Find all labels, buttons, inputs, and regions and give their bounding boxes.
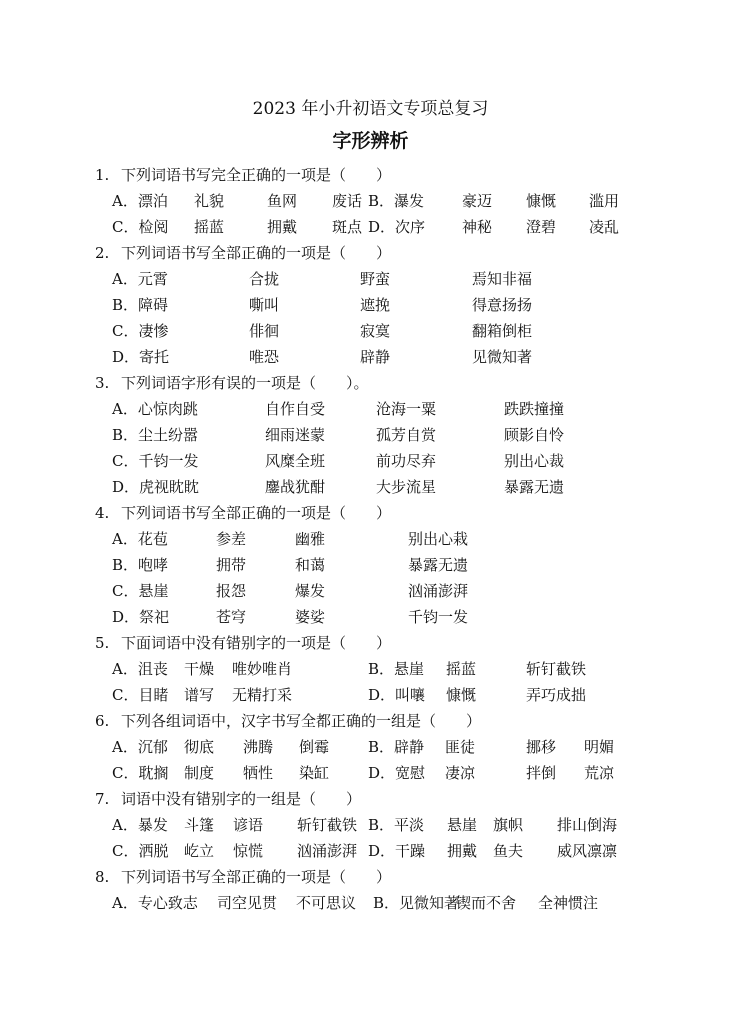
option-word: 神秘 [462, 218, 493, 236]
option-word: 自作自受 [265, 400, 326, 418]
option-word: 染缸 [299, 764, 330, 782]
question-number: 2. [95, 244, 110, 262]
option-choice: C．洒脱 [112, 842, 169, 860]
option-choice: A．漂泊 [112, 192, 168, 210]
option-row [112, 346, 701, 368]
option-choice: A．沮丧 [112, 660, 168, 678]
question-text: 下列词语书写全部正确的一项是（ ） [121, 504, 392, 522]
option-choice: B．瀑发 [368, 192, 425, 210]
option-row [112, 892, 701, 914]
option-row [112, 216, 701, 238]
option-word: 豪迈 [462, 192, 493, 210]
option-word: 摇蓝 [194, 218, 225, 236]
option-choice: B．障碍 [112, 296, 169, 314]
option-word: 合拢 [249, 270, 280, 288]
option-word: 野蛮 [360, 270, 391, 288]
question-text: 下列词语书写全部正确的一项是（ ） [121, 244, 392, 262]
option-choice: B．悬崖 [368, 660, 425, 678]
question-stem [95, 502, 391, 524]
question-text: 词语中没有错别字的一组是（ ） [121, 790, 362, 808]
option-word: 滥用 [589, 192, 620, 210]
option-row [112, 528, 701, 550]
option-word: 唯妙唯肖 [232, 660, 293, 678]
option-word: 爆发 [295, 582, 326, 600]
option-row [112, 398, 701, 420]
page-title: 2023 年小升初语文专项总复习 [252, 99, 489, 119]
question-number: 7. [95, 790, 110, 808]
option-choice: A．元霄 [112, 270, 168, 288]
option-word: 婆娑 [295, 608, 326, 626]
question-stem [95, 632, 391, 654]
option-choice: C．千钧一发 [112, 452, 199, 470]
option-word: 斩钉截铁 [526, 660, 587, 678]
option-word: 风糜全班 [265, 452, 326, 470]
option-word: 汹涌澎湃 [297, 842, 358, 860]
option-word: 苍穹 [216, 608, 247, 626]
option-word: 跌跌撞撞 [504, 400, 565, 418]
option-word: 慷慨 [446, 686, 477, 704]
option-word: 悬崖 [447, 816, 478, 834]
option-choice: D．叫嚷 [368, 686, 426, 704]
option-word: 挪移 [526, 738, 557, 756]
option-choice: B．尘土纷嚣 [112, 426, 199, 444]
option-choice: C．悬崖 [112, 582, 169, 600]
option-word: 得意扬扬 [472, 296, 533, 314]
option-choice: A．沉郁 [112, 738, 168, 756]
option-word: 斑点 [332, 218, 363, 236]
question-stem [95, 164, 391, 186]
option-word: 凄凉 [445, 764, 476, 782]
option-choice: B．见微知著 [373, 894, 460, 912]
option-word: 谚语 [233, 816, 264, 834]
option-word: 斗篷 [184, 816, 215, 834]
option-word: 暴露无遗 [504, 478, 565, 496]
option-choice: A．心惊肉跳 [112, 400, 198, 418]
option-row [112, 190, 701, 212]
option-choice: D．干躁 [368, 842, 426, 860]
option-word: 旗帜 [493, 816, 524, 834]
option-choice: D．宽慰 [368, 764, 426, 782]
page-subtitle: 字形辨析 [332, 130, 409, 152]
option-word: 司空见贯 [217, 894, 278, 912]
option-word: 鱼网 [267, 192, 298, 210]
option-row [112, 294, 701, 316]
option-word: 俳徊 [249, 322, 280, 340]
option-choice: B．辟静 [368, 738, 425, 756]
option-row [112, 476, 701, 498]
question-stem [95, 372, 369, 394]
option-word: 威风凛凛 [557, 842, 618, 860]
option-word: 沧海一粟 [376, 400, 437, 418]
option-word: 慷慨 [526, 192, 557, 210]
option-word: 匪徒 [445, 738, 476, 756]
option-word: 大步流星 [376, 478, 437, 496]
question-text: 下列词语字形有误的一项是（ ）。 [121, 374, 369, 392]
option-row [112, 814, 701, 836]
question-text: 下列词语书写完全正确的一项是（ ） [121, 166, 392, 184]
option-word: 报怨 [216, 582, 247, 600]
option-word: 唯恐 [249, 348, 280, 366]
option-row [112, 762, 701, 784]
question-stem [95, 710, 481, 732]
option-word: 惊慌 [233, 842, 264, 860]
option-word: 顾影自怜 [504, 426, 565, 444]
option-word: 孤芳自赏 [376, 426, 437, 444]
option-choice: C．目睹 [112, 686, 169, 704]
option-choice: A．花苞 [112, 530, 168, 548]
option-row [112, 684, 701, 706]
option-word: 和蔼 [295, 556, 326, 574]
option-word: 鱼夫 [493, 842, 524, 860]
option-word: 屹立 [184, 842, 215, 860]
option-choice: D．虎视眈眈 [112, 478, 200, 496]
option-word: 谱写 [184, 686, 215, 704]
option-word: 锲而不舍 [456, 894, 517, 912]
option-choice: D．次序 [368, 218, 426, 236]
option-word: 焉知非福 [472, 270, 533, 288]
question-text: 下面词语中没有错别字的一项是（ ） [121, 634, 392, 652]
option-word: 礼貌 [194, 192, 225, 210]
option-word: 拥戴 [267, 218, 298, 236]
option-row [112, 320, 701, 342]
option-word: 排山倒海 [557, 816, 618, 834]
option-word: 牺性 [243, 764, 274, 782]
option-word: 彻底 [184, 738, 215, 756]
option-word: 摇蓝 [446, 660, 477, 678]
option-row [112, 658, 701, 680]
option-word: 倒霉 [299, 738, 330, 756]
option-row [112, 554, 701, 576]
option-choice: C．检阅 [112, 218, 169, 236]
option-choice: D．寄托 [112, 348, 170, 366]
question-number: 1. [95, 166, 110, 184]
question-number: 3. [95, 374, 110, 392]
option-choice: B．咆哮 [112, 556, 169, 574]
option-word: 千钧一发 [408, 608, 469, 626]
option-word: 拥带 [216, 556, 247, 574]
option-word: 干燥 [184, 660, 215, 678]
option-word: 细雨迷蒙 [265, 426, 326, 444]
option-row [112, 606, 701, 628]
option-word: 澄碧 [526, 218, 557, 236]
option-word: 不可思议 [296, 894, 357, 912]
question-text: 下列词语书写全部正确的一项是（ ） [121, 868, 392, 886]
option-word: 别出心裁 [504, 452, 565, 470]
option-choice: D．祭祀 [112, 608, 170, 626]
question-stem [95, 788, 361, 810]
option-choice: A．暴发 [112, 816, 168, 834]
option-choice: B．平淡 [368, 816, 425, 834]
question-stem [95, 866, 391, 888]
question-number: 8. [95, 868, 110, 886]
question-number: 5. [95, 634, 110, 652]
question-number: 4. [95, 504, 110, 522]
question-number: 6. [95, 712, 110, 730]
option-word: 嘶叫 [249, 296, 280, 314]
option-row [112, 268, 701, 290]
option-word: 废话 [332, 192, 363, 210]
option-word: 幽雅 [295, 530, 326, 548]
option-word: 见微知著 [472, 348, 533, 366]
option-word: 拥戴 [447, 842, 478, 860]
option-word: 弄巧成拙 [526, 686, 587, 704]
option-word: 明媚 [584, 738, 615, 756]
option-word: 辟静 [360, 348, 391, 366]
option-row [112, 580, 701, 602]
option-word: 翻箱倒柜 [472, 322, 533, 340]
option-word: 别出心栽 [408, 530, 469, 548]
option-word: 制度 [184, 764, 215, 782]
option-word: 全神惯注 [538, 894, 599, 912]
option-word: 汹涌澎湃 [408, 582, 469, 600]
option-word: 暴露无遗 [408, 556, 469, 574]
option-word: 遮挽 [360, 296, 391, 314]
option-word: 无精打采 [232, 686, 293, 704]
option-row [112, 840, 701, 862]
option-word: 沸腾 [243, 738, 274, 756]
option-row [112, 450, 701, 472]
option-word: 拌倒 [526, 764, 557, 782]
question-text: 下列各组词语中，汉字书写全都正确的一组是（ ） [121, 712, 482, 730]
option-word: 参差 [216, 530, 247, 548]
option-row [112, 424, 701, 446]
question-stem [95, 242, 391, 264]
option-word: 鏖战犹酣 [265, 478, 326, 496]
option-word: 斩钉截铁 [297, 816, 358, 834]
option-choice: C．凄惨 [112, 322, 169, 340]
option-word: 寂寞 [360, 322, 391, 340]
option-choice: A．专心致志 [112, 894, 198, 912]
option-word: 凌乱 [589, 218, 620, 236]
option-word: 荒凉 [584, 764, 615, 782]
option-row [112, 736, 701, 758]
option-word: 前功尽弃 [376, 452, 437, 470]
option-choice: C．耽搁 [112, 764, 169, 782]
